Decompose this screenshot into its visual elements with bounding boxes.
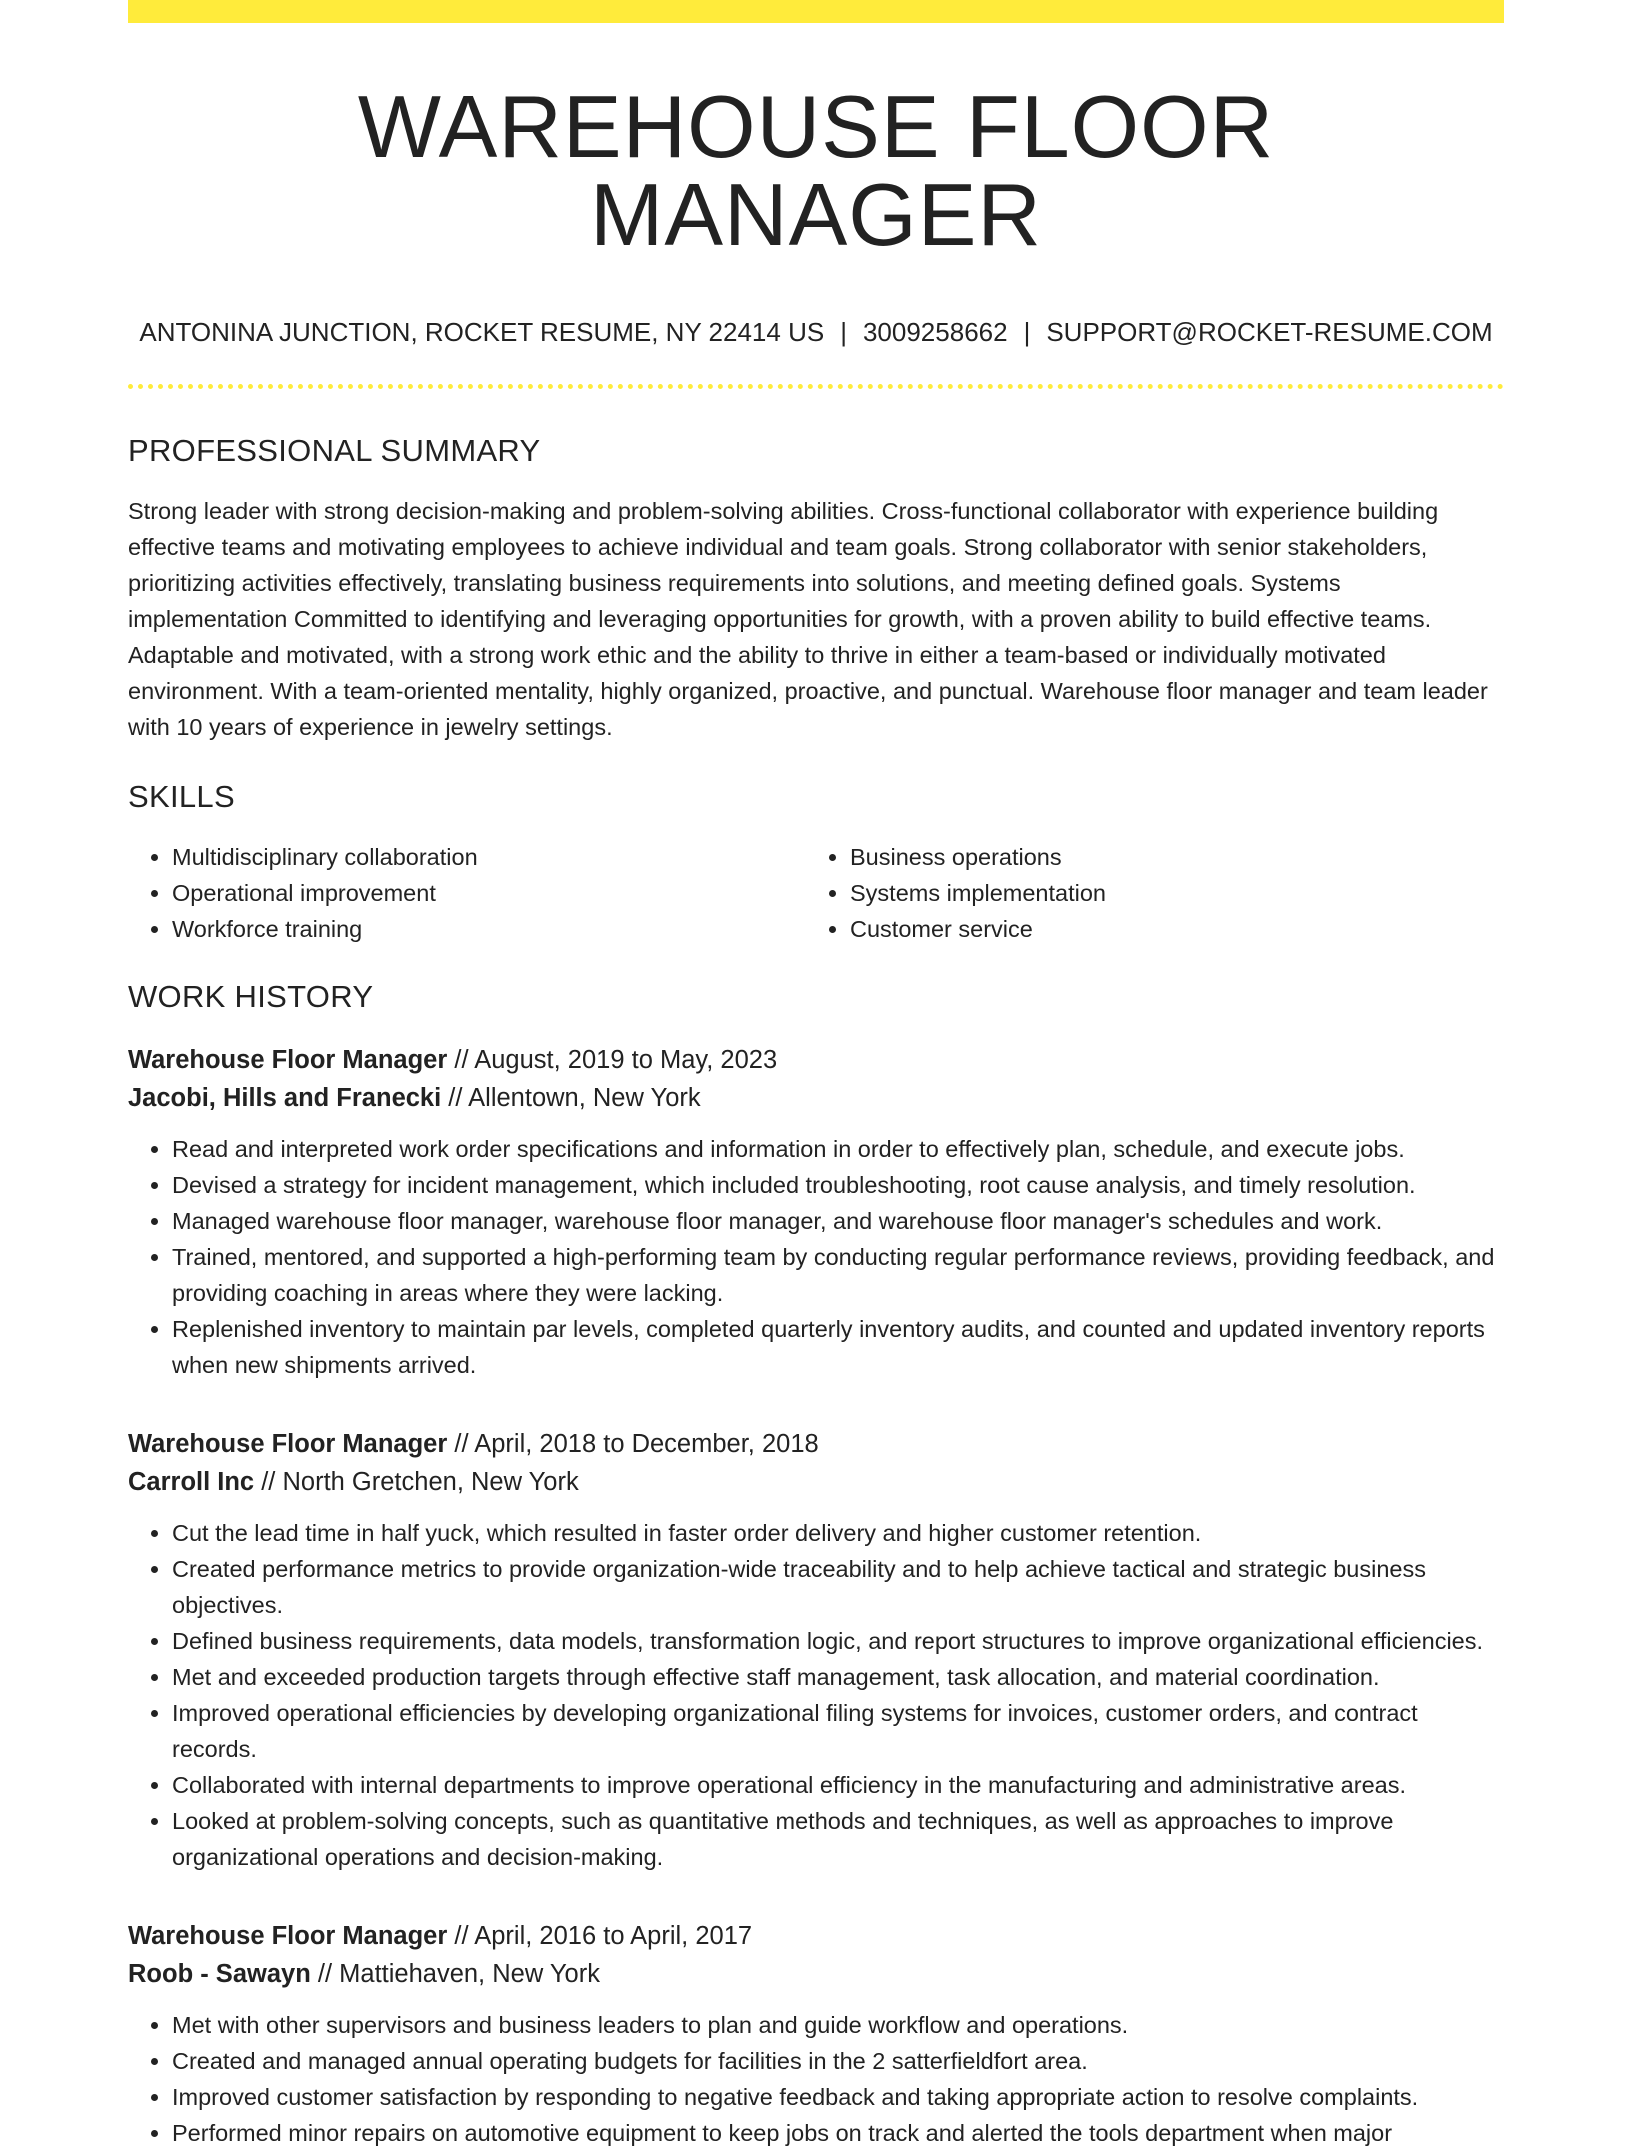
job-entry [128, 1041, 1504, 1383]
accent-top-bar [128, 0, 1504, 23]
job-dates: April, 2016 to April, 2017 [474, 1922, 753, 1951]
skill-item: • Workforce training [172, 911, 806, 947]
job-divider: // [448, 1084, 463, 1113]
job-dates: August, 2019 to May, 2023 [474, 1046, 778, 1075]
job-bullets [128, 2007, 1504, 2151]
job-company: Carroll Inc [128, 1468, 255, 1497]
skill-item: • Operational improvement [172, 875, 806, 911]
job-bullet: • Read and interpreted work order specifications and information in order to effectively plan, schedule, and execute jobs. [172, 1131, 1504, 1167]
job-bullet: • Defined business requirements, data models, transformation logic, and report structures to improve organizational efficiencies. [172, 1623, 1504, 1659]
skill-item: • Customer service [850, 911, 1484, 947]
job-divider: // [454, 1046, 469, 1075]
skills-column-left [128, 839, 806, 947]
job-bullets [128, 1131, 1504, 1383]
job-divider: // [317, 1960, 333, 1989]
job-bullet: • Met with other supervisors and business leaders to plan and guide workflow and operations. [172, 2007, 1504, 2043]
job-location: North Gretchen, New York [282, 1468, 579, 1497]
job-divider: // [261, 1468, 276, 1497]
job-bullet: • Met and exceeded production targets through effective staff management, task allocation, and material coordination. [172, 1659, 1504, 1695]
job-divider: // [454, 1922, 469, 1951]
contact-address: ANTONINA JUNCTION, ROCKET RESUME, NY 22414 US [139, 317, 825, 347]
skill-item: • Business operations [850, 839, 1484, 875]
contact-phone[interactable]: 3009258662 [862, 317, 1008, 347]
skills-column-right [806, 839, 1484, 947]
job-entry [128, 1917, 1504, 2151]
job-title-line [128, 1425, 1504, 1463]
job-company-line [128, 1463, 1504, 1501]
job-company: Jacobi, Hills and Franecki [128, 1084, 442, 1113]
skill-item: • Systems implementation [850, 875, 1484, 911]
dotted-divider [128, 384, 1504, 389]
job-bullets [128, 1515, 1504, 1875]
job-bullet: • Improved operational efficiencies by developing organizational filing systems for invoices, customer orders, and contract records. [172, 1695, 1504, 1767]
job-title-line [128, 1917, 1504, 1955]
contact-line [128, 317, 1504, 348]
job-title: Warehouse Floor Manager [128, 1430, 448, 1459]
job-title-line [128, 1041, 1504, 1079]
contact-separator: | [840, 317, 847, 347]
work-history-heading: WORK HISTORY [128, 979, 374, 1015]
job-bullet: • Performed minor repairs on automotive equipment to keep jobs on track and alerted the tools department when major [172, 2115, 1504, 2151]
job-title: Warehouse Floor Manager [128, 1922, 448, 1951]
skills-heading: SKILLS [128, 779, 235, 815]
job-bullet: • Cut the lead time in half yuck, which resulted in faster order delivery and higher customer retention. [172, 1515, 1504, 1551]
job-bullet: • Improved customer satisfaction by responding to negative feedback and taking appropriate action to resolve complaints. [172, 2079, 1504, 2115]
resume-title: WAREHOUSE FLOOR MANAGER [357, 77, 1275, 264]
skill-item: • Multidisciplinary collaboration [172, 839, 806, 875]
summary-text: Strong leader with strong decision-making and problem-solving abilities. Cross-functional collaborator with experience building effective teams and motivating employees to achieve individual and team goals. Strong collaborator with senior stakeholders, prioritizing activities effectively, translating business requirements into solutions, and meeting defined goals. Systems implementation Committed to identifying and leveraging opportunities for growth, with a proven ability to build effective teams. Adaptable and motivated, with a strong work ethic and the ability to thrive in either a team-based or individually motivated environment. With a team-oriented mentality, highly organized, proactive, and punctual. Warehouse floor manager and team leader with 10 years of experience in jewelry settings. [128, 498, 1488, 741]
job-bullet: • Collaborated with internal departments to improve operational efficiency in the manufacturing and administrative areas. [172, 1767, 1504, 1803]
job-title: Warehouse Floor Manager [128, 1046, 448, 1075]
resume-page [128, 0, 1504, 2151]
job-bullet: • Looked at problem-solving concepts, such as quantitative methods and techniques, as well as approaches to improve organizational operations and decision-making. [172, 1803, 1504, 1875]
contact-email[interactable]: SUPPORT@ROCKET-RESUME.COM [1046, 317, 1493, 347]
job-company-line [128, 1955, 1504, 1993]
job-divider: // [454, 1430, 469, 1459]
job-bullet: • Created performance metrics to provide organization-wide traceability and to help achieve tactical and strategic business objectives. [172, 1551, 1504, 1623]
job-company: Roob - Sawayn [128, 1960, 311, 1989]
contact-separator: | [1023, 317, 1031, 347]
skills-section [128, 779, 1504, 947]
job-bullet: • Replenished inventory to maintain par levels, completed quarterly inventory audits, and counted and updated inventory reports when new shipments arrived. [172, 1311, 1504, 1383]
summary-section [128, 433, 1504, 745]
job-bullet: • Created and managed annual operating budgets for facilities in the 2 satterfieldfort area. [172, 2043, 1504, 2079]
job-bullet: • Managed warehouse floor manager, warehouse floor manager, and warehouse floor manager's schedules and work. [172, 1203, 1504, 1239]
job-company-line [128, 1079, 1504, 1117]
job-bullet: • Devised a strategy for incident management, which included troubleshooting, root cause analysis, and timely resolution. [172, 1167, 1504, 1203]
job-bullet: • Trained, mentored, and supported a high-performing team by conducting regular performance reviews, providing feedback, and providing coaching in areas where they were lacking. [172, 1239, 1504, 1311]
work-history-section [128, 979, 1504, 2151]
job-entry [128, 1425, 1504, 1875]
summary-heading: PROFESSIONAL SUMMARY [128, 433, 541, 469]
job-dates: April, 2018 to December, 2018 [474, 1430, 819, 1459]
job-location: Allentown, New York [468, 1084, 701, 1113]
skills-grid [128, 839, 1504, 947]
job-location: Mattiehaven, New York [339, 1960, 600, 1989]
